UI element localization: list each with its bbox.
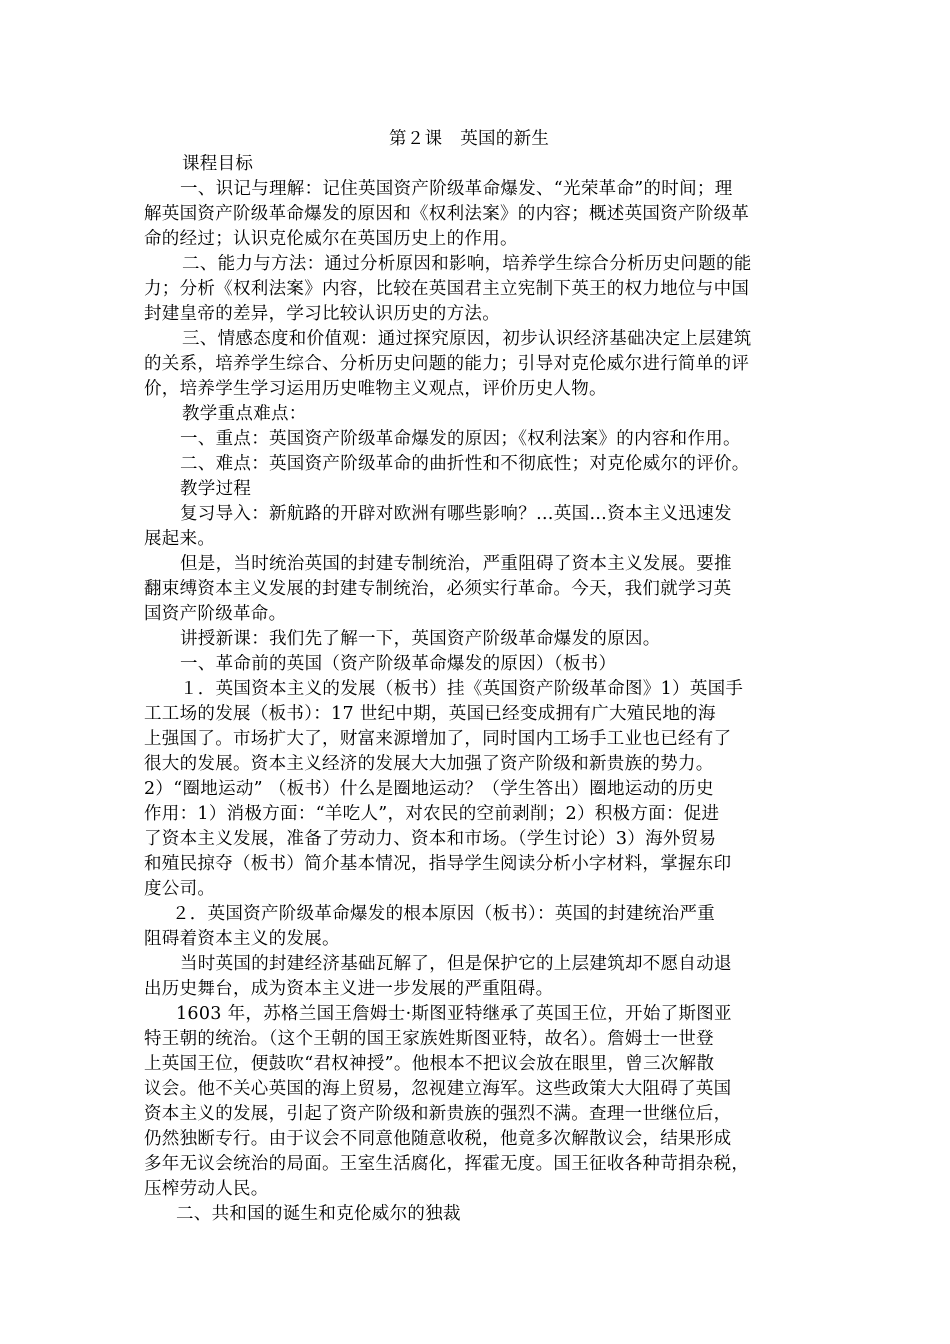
paragraph-line: 三、情感态度和价值观：通过探究原因，初步认识经济基础决定上层建筑 bbox=[182, 329, 752, 349]
paragraph-line: 命的经过；认识克伦威尔在英国历史上的作用。 bbox=[144, 229, 518, 249]
paragraph-line: 解英国资产阶级革命爆发的原因和《权利法案》的内容；概述英国资产阶级革 bbox=[144, 204, 750, 224]
paragraph-line: 出历史舞台，成为资本主义进一步发展的严重阻碍。 bbox=[144, 979, 554, 999]
section-heading-objectives: 课程目标 bbox=[182, 154, 254, 174]
paragraph-line: 的关系，培养学生综合、分析历史问题的能力；引导对克伦威尔进行简单的评 bbox=[144, 354, 750, 374]
paragraph-line: 但是，当时统治英国的封建专制统治，严重阻碍了资本主义发展。要推 bbox=[180, 554, 732, 574]
paragraph-line: 二、难点：英国资产阶级革命的曲折性和不彻底性；对克伦威尔的评价。 bbox=[180, 454, 750, 474]
paragraph-line: 一、重点：英国资产阶级革命爆发的原因；《权利法案》的内容和作用。 bbox=[180, 429, 741, 449]
paragraph-line: 工工场的发展（板书）：17 世纪中期，英国已经变成拥有广大殖民地的海 bbox=[144, 704, 716, 724]
paragraph-line: ２．英国资产阶级革命爆发的根本原因（板书）：英国的封建统治严重 bbox=[172, 904, 716, 924]
paragraph-line: 特王朝的统治。（这个王朝的国王家族姓斯图亚特，故名）。詹姆士一世登 bbox=[144, 1029, 714, 1049]
paragraph-line: 很大的发展。资本主义经济的发展大大加强了资产阶级和新贵族的势力。 bbox=[144, 754, 714, 774]
paragraph-line: 阻碍着资本主义的发展。 bbox=[144, 929, 340, 949]
section-heading-process: 教学过程 bbox=[180, 479, 252, 499]
paragraph-line: 仍然独断专行。由于议会不同意他随意收税，他竟多次解散议会，结果形成 bbox=[144, 1129, 732, 1149]
paragraph-line: 和殖民掠夺（板书）简介基本情况，指导学生阅读分析小字材料，掌握东印 bbox=[144, 854, 732, 874]
paragraph-line: 了资本主义发展，准备了劳动力、资本和市场。（学生讨论）3）海外贸易 bbox=[144, 829, 717, 849]
paragraph-line: １．英国资本主义的发展（板书）挂《英国资产阶级革命图》1）英国手 bbox=[180, 679, 744, 699]
paragraph-line: 多年无议会统治的局面。王室生活腐化，挥霍无度。国王征收各种苛捐杂税， bbox=[144, 1154, 750, 1174]
paragraph-line: 上英国王位，便鼓吹“君权神授”。他根本不把议会放在眼里，曾三次解散 bbox=[144, 1054, 715, 1074]
section-heading-key-points: 教学重点难点： bbox=[182, 404, 307, 424]
paragraph-line: 2）“圈地运动” （板书）什么是圈地运动？（学生答出）圈地运动的历史 bbox=[144, 779, 714, 799]
paragraph-line: 复习导入：新航路的开辟对欧洲有哪些影响？…英国…资本主义迅速发 bbox=[180, 504, 732, 524]
paragraph-line: 一、革命前的英国（资产阶级革命爆发的原因）（板书） bbox=[180, 654, 617, 674]
paragraph-line: 度公司。 bbox=[144, 879, 216, 899]
paragraph-line: 展起来。 bbox=[144, 529, 216, 549]
paragraph-line: 二、能力与方法：通过分析原因和影响，培养学生综合分析历史问题的能 bbox=[182, 254, 752, 274]
section-heading-republic: 二、共和国的诞生和克伦威尔的独裁 bbox=[176, 1204, 461, 1224]
paragraph-line: 当时英国的封建经济基础瓦解了，但是保护它的上层建筑却不愿自动退 bbox=[180, 954, 732, 974]
paragraph-line: 价，培养学生学习运用历史唯物主义观点，评价历史人物。 bbox=[144, 379, 607, 399]
paragraph-line: 翻束缚资本主义发展的封建专制统治，必须实行革命。今天，我们就学习英 bbox=[144, 579, 732, 599]
paragraph-line: 上强国了。市场扩大了，财富来源增加了，同时国内工场手工业也已经有了 bbox=[144, 729, 732, 749]
lesson-title: 第２课 英国的新生 bbox=[389, 129, 550, 149]
paragraph-line: 议会。他不关心英国的海上贸易，忽视建立海军。这些政策大大阻碍了英国 bbox=[144, 1079, 732, 1099]
paragraph-line: 压榨劳动人民。 bbox=[144, 1179, 269, 1199]
paragraph-line: 讲授新课：我们先了解一下，英国资产阶级革命爆发的原因。 bbox=[180, 629, 661, 649]
paragraph-line: 作用：1）消极方面：“羊吃人”，对农民的空前剥削；2）积极方面：促进 bbox=[144, 804, 720, 824]
paragraph-line: 国资产阶级革命。 bbox=[144, 604, 287, 624]
paragraph-line: 一、识记与理解：记住英国资产阶级革命爆发、“光荣革命”的时间；理 bbox=[180, 179, 733, 199]
paragraph-line: 1603 年，苏格兰国王詹姆士·斯图亚特继承了英国王位，开始了斯图亚 bbox=[176, 1004, 732, 1024]
paragraph-line: 资本主义的发展，引起了资产阶级和新贵族的强烈不满。查理一世继位后， bbox=[144, 1104, 732, 1124]
paragraph-line: 封建皇帝的差异，学习比较认识历史的方法。 bbox=[144, 304, 500, 324]
paragraph-line: 力；分析《权利法案》内容，比较在英国君主立宪制下英王的权力地位与中国 bbox=[144, 279, 750, 299]
